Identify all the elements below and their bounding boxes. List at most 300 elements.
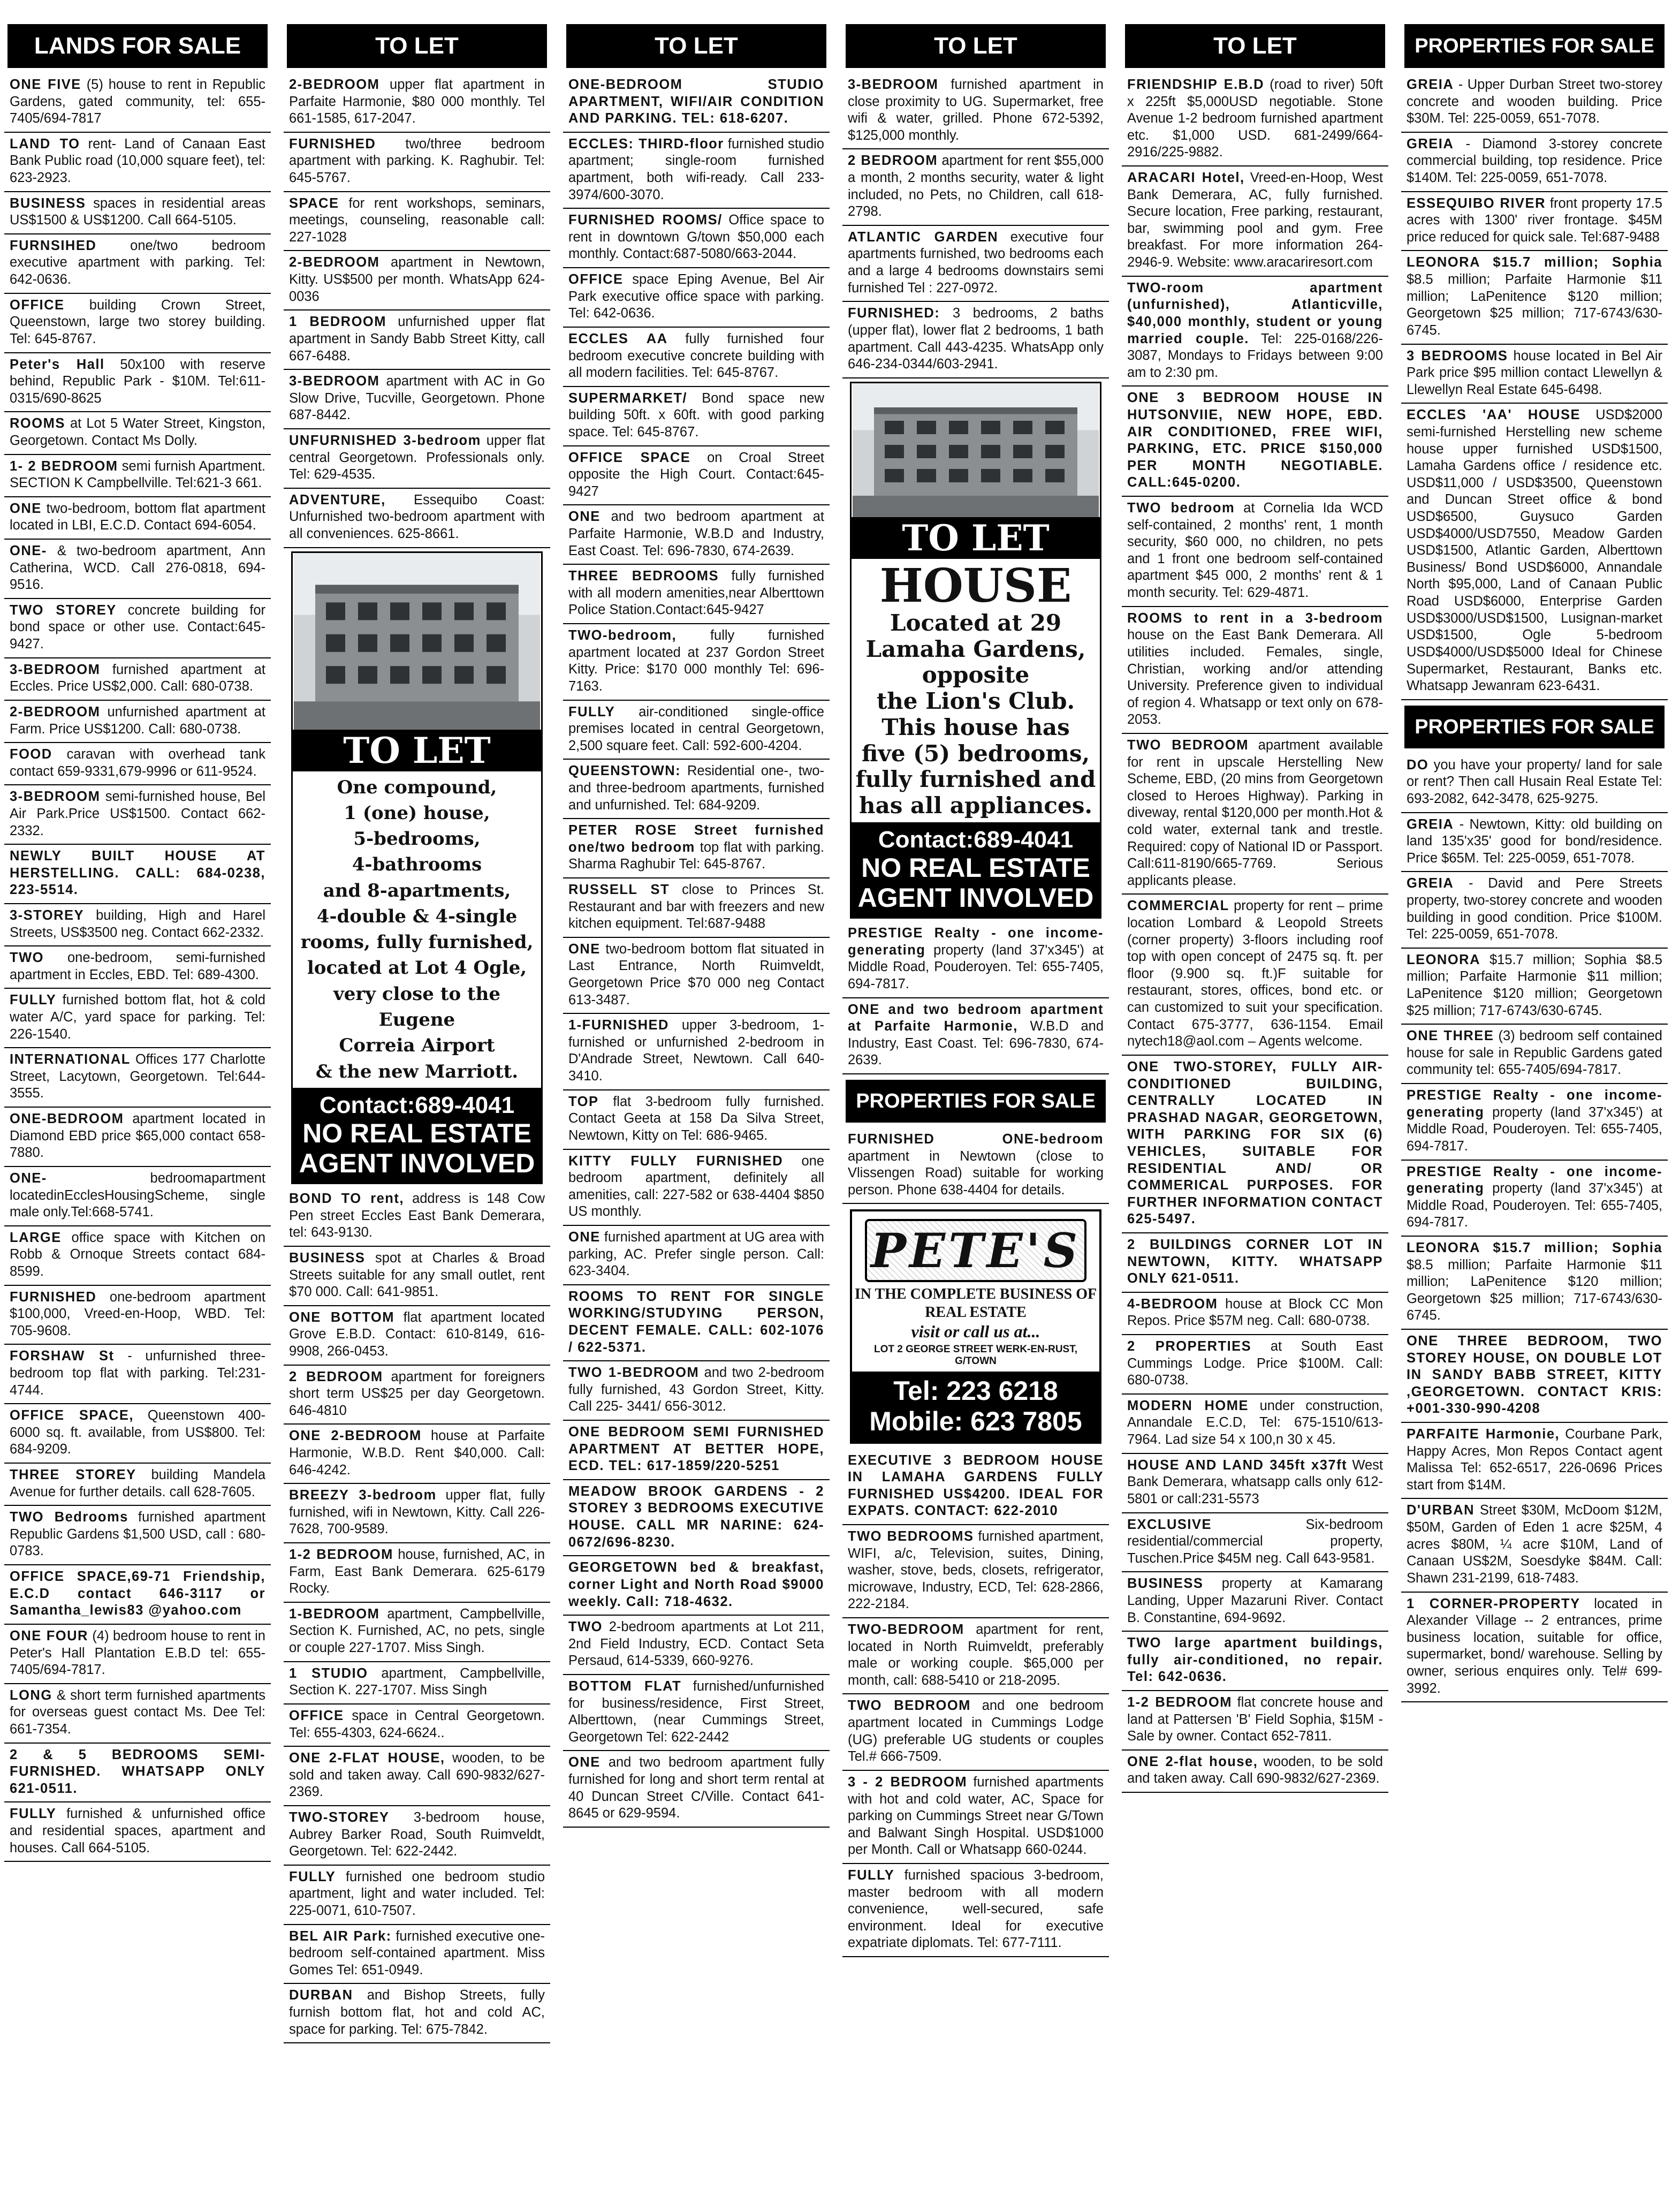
- ad-lead: BREEZY 3-bedroom: [289, 1488, 437, 1503]
- ad-text: at Lot 5 Water Street, Kingston, Georgetown. Contact Ms Dolly.: [10, 416, 265, 448]
- classified-ad: [4, 1226, 271, 1286]
- ad-text: (4) bedroom house to rent in Peter's Hall Plantation E.B.D tel: 655-7405/694-7817.: [10, 1628, 265, 1678]
- ad-text: Offices 177 Charlotte Street, Lacytown, Georgetown. Tel:644-3555.: [10, 1052, 266, 1101]
- classified-ad: [563, 878, 830, 938]
- column-to-let-2: [563, 24, 830, 2203]
- section-header: PROPERTIES FOR SALE: [846, 1080, 1106, 1123]
- ad-lead: OFFICE SPACE: [568, 450, 691, 465]
- ad-text: furnished/unfurnished for business/residence, First Street, Alberttown, (near Cummings Street, Georgetown Tel: 622-2442: [568, 1678, 824, 1745]
- ad-lead: ONE BOTTOM: [289, 1309, 394, 1325]
- ad-lead: FURNISHED ROOMS/: [568, 213, 723, 228]
- ad-lead: Peter's Hall: [10, 357, 105, 372]
- ad-text: furnished spacious 3-bedroom, master bedroom with all modern convenience, well-secured, safe environment. Ideal for executive expatriate diplomats. Tel: 677-7111.: [848, 1867, 1104, 1951]
- ad-lead: TWO-bedroom,: [568, 628, 677, 643]
- ad-lead: BOTTOM FLAT: [568, 1678, 682, 1694]
- ad-text: furnished one bedroom studio apartment, light and water included. Tel: 225-0071, 610-7507.: [289, 1869, 545, 1919]
- ad-lead: 2-BEDROOM: [10, 704, 101, 719]
- classified-ad: [284, 1925, 550, 1984]
- classified-ad: [842, 1128, 1109, 1204]
- ad-lead: 1- 2 BEDROOM: [10, 458, 118, 474]
- classified-ad: [563, 133, 830, 209]
- classified-ad: [4, 1506, 271, 1565]
- display-ad-line: 5-bedrooms,: [353, 828, 481, 850]
- ad-text: Essequibo Coast: Unfurnished two-bedroom apartment with all conveniences. 625-8661.: [289, 492, 545, 542]
- ad-text: & two-bedroom apartment, Ann Catherina, WCD. Call 276-0818, 694-9516.: [10, 543, 265, 593]
- ad-lead: ONE FOUR: [10, 1628, 88, 1643]
- classified-ad: [1401, 1025, 1668, 1084]
- ad-lead: FULLY: [848, 1867, 895, 1883]
- column-header: TO LET: [566, 24, 826, 68]
- ad-lead: FRIENDSHIP E.B.D: [1127, 77, 1265, 92]
- ad-lead: ATLANTIC GARDEN: [848, 229, 999, 245]
- ad-lead: BOND TO rent,: [289, 1191, 404, 1207]
- ad-lead: ECCLES AA: [568, 331, 668, 346]
- building-photo: [293, 553, 541, 730]
- ad-lead: OFFICE: [289, 1708, 344, 1723]
- ad-text: space Eping Avenue, Bel Air Park executive office space with parking. Tel: 642-0636.: [568, 272, 825, 321]
- display-ad-title: TO LET: [852, 517, 1100, 559]
- classified-ad: [563, 328, 830, 387]
- ad-text: apartment, Campbellville, Section K. Furnished, AC, no pets, single or couple 227-1707. Miss Singh.: [289, 1606, 545, 1656]
- ad-text: unfurnished apartment at Farm. Price US$1200. Call: 680-0738.: [10, 704, 265, 737]
- ad-lead: FURNSIHED: [10, 238, 97, 253]
- building-photo: [852, 383, 1100, 517]
- display-ad-line: the Lion's Club.: [876, 688, 1075, 715]
- display-ad-line: fully furnished and: [855, 766, 1096, 793]
- classified-ad: [284, 133, 550, 192]
- ad-lead: GREIA: [1407, 77, 1454, 92]
- column-header: PROPERTIES FOR SALE: [1404, 24, 1665, 68]
- ad-lead: ONE 2-BEDROOM: [289, 1428, 422, 1444]
- ad-lead: ONE: [568, 1229, 601, 1245]
- display-ad-line: opposite: [922, 662, 1030, 688]
- ad-lead: TWO large apartment buildings, fully air-conditioned, no repair. Tel: 642-0636.: [1127, 1635, 1383, 1685]
- ad-lead: 3-BEDROOM: [10, 662, 101, 677]
- classified-ad: [284, 1484, 550, 1543]
- display-ad-line: & the new Marriott.: [315, 1060, 519, 1082]
- classified-ad: [1401, 754, 1668, 813]
- display-ad-line: rooms, fully furnished,: [300, 931, 534, 953]
- ad-lead: ONE BEDROOM SEMI FURNISHED APARTMENT AT BETTER HOPE, ECD. TEL: 617-1859/220-5251: [568, 1425, 824, 1474]
- ad-lead: FULLY: [289, 1869, 336, 1884]
- classified-ad: [563, 565, 830, 624]
- classified-ad: [1401, 1237, 1668, 1330]
- ad-text: property at Kamarang Landing, Upper Mazaruni River. Contact B. Constantine, 694-9692.: [1127, 1576, 1383, 1625]
- ad-lead: LEONORA $15.7 million; Sophia: [1407, 1240, 1662, 1255]
- ad-text: top flat with parking. Sharma Raghubir Tel: 645-8767.: [568, 839, 825, 872]
- column-header: TO LET: [846, 24, 1106, 68]
- display-ad-line: located at Lot 4 Ogle,: [307, 957, 527, 979]
- ad-lead: 2-BEDROOM: [289, 77, 380, 92]
- ad-lead: TWO-BEDROOM: [848, 1622, 964, 1638]
- classified-ad: [4, 133, 271, 192]
- ad-lead: ONE TWO-STOREY, FULLY AIR-CONDITIONED BUILDING, CENTRALLY LOCATED IN PRASHAD NAGAR, GEORGETOWN, WITH PARKING FOR SIX (6) VEHICLES, SUITABLE FOR RESIDENTIAL AND/ OR COMMERICAL PURPOSES. FOR FURTHER INFORMATION CONTACT 625-5497.: [1127, 1059, 1383, 1227]
- ad-text: located in Alexander Village -- 2 entrances, prime business location, suitable for office, supermarket, bond/ warehouse. Selling by owner, serious enquires only. Tel# 699-3992.: [1407, 1596, 1662, 1696]
- ad-lead: GREIA: [1407, 816, 1454, 832]
- ad-lead: HOUSE AND LAND 345ft x37ft: [1127, 1457, 1348, 1473]
- ad-text: furnished apartment in close proximity to UG. Supermarket, free wifi & water, grilled. Phone 672-5392, $125,000 monthly.: [848, 77, 1104, 143]
- ad-lead: FULLY: [568, 704, 615, 719]
- classified-ad: [4, 455, 271, 497]
- display-ad-line: five (5) bedrooms,: [861, 740, 1090, 767]
- ad-lead: TWO 1-BEDROOM: [568, 1365, 700, 1381]
- ad-lead: COMMERCIAL: [1127, 898, 1229, 914]
- ad-lead: FURNISHED ONE-bedroom: [848, 1131, 1104, 1147]
- ad-text: West Bank Demerara, whatsapp calls only 612-5801 or call:231-5573: [1127, 1457, 1384, 1506]
- classified-ad: [1122, 1056, 1388, 1233]
- ad-lead: 3-STOREY: [10, 907, 85, 923]
- ad-lead: TWO bedroom: [1127, 501, 1235, 516]
- ad-lead: NEWLY BUILT HOUSE AT HERSTELLING. CALL: 684-0238, 223-5514.: [10, 849, 265, 898]
- ad-text: Residential one-, two- and three-bedroom apartments, furnished and unfurnished. Tel: 684-9209.: [568, 763, 824, 813]
- ad-lead: FURNISHED: [10, 1289, 97, 1305]
- ad-lead: ONE-: [10, 543, 47, 559]
- logo-tel: Tel: 223 6218: [893, 1375, 1058, 1406]
- display-ad-headline: HOUSE: [879, 558, 1072, 613]
- ad-lead: FOOD: [10, 747, 52, 762]
- classified-ad: [563, 387, 830, 446]
- ad-text: property (land 37'x345') at Middle Road, Pouderoyen. Tel: 655-7405, 694-7817.: [1407, 1104, 1662, 1154]
- classified-ad: [284, 429, 550, 489]
- ad-text: house at Block CC Mon Repos. Price $57M neg. Call: 680-0738.: [1127, 1296, 1383, 1329]
- ad-lead: 1 STUDIO: [289, 1665, 368, 1681]
- classified-ad: [1401, 872, 1668, 948]
- ad-text: Six-bedroom residential/commercial property, Tuschen.Price $45M neg. Call 643-9581.: [1127, 1517, 1383, 1566]
- ad-text: and Bishop Streets, fully furnish bottom flat, hot and cold AC, space for parking. Tel: 675-7842.: [289, 1988, 545, 2037]
- ad-text: Queenstown 400-6000 sq. ft. available, from US$800. Tel: 684-9209.: [10, 1408, 265, 1457]
- ad-lead: ONE-: [10, 1170, 47, 1186]
- ad-lead: BUSINESS: [1127, 1576, 1204, 1592]
- classified-ad: [4, 946, 271, 989]
- ad-text: apartment for rent $55,000 a month, 2 months security, water & light included, no Pets, no Children, call 618-2798.: [848, 153, 1104, 219]
- classified-ad: [1122, 895, 1388, 1055]
- ad-text: property (land 37'x345') at Middle Road, Pouderoyen. Tel: 655-7405, 694-7817.: [1407, 1181, 1662, 1230]
- ad-lead: 1 BEDROOM: [289, 314, 387, 330]
- ad-lead: ROOMS to rent in a 3-bedroom: [1127, 610, 1383, 626]
- ad-lead: INTERNATIONAL: [10, 1052, 131, 1067]
- ad-text: flat concrete house and land at Pattersen 'B' Field Sophia, $15M - Sale by owner. Contact 652-7811.: [1127, 1695, 1383, 1744]
- ad-lead: FULLY: [10, 993, 57, 1008]
- ad-lead: BEL AIR Park:: [289, 1928, 392, 1944]
- classified-ad: [4, 1048, 271, 1108]
- ad-lead: ECCLES: THIRD-floor: [568, 136, 724, 151]
- ad-lead: LEONORA: [1407, 952, 1480, 967]
- classified-ad: [563, 505, 830, 565]
- classified-ad: [1122, 1691, 1388, 1751]
- ad-text: and two 2-bedroom fully furnished, 43 Gordon Street, Kitty. Call 225- 3441/ 656-3012.: [568, 1365, 824, 1414]
- classified-ad: [4, 1286, 271, 1345]
- classified-ad: [4, 1802, 271, 1862]
- display-ad-line: and 8-apartments,: [323, 880, 511, 902]
- ad-text: furnished apartment at Eccles. Price US$2,000. Call: 680-0738.: [10, 662, 265, 694]
- logo-tagline: IN THE COMPLETE BUSINESS OF REAL ESTATE: [854, 1286, 1097, 1321]
- ad-text: (5) house to rent in Republic Gardens, gated community, tel: 655-7405/694-7817: [10, 77, 265, 126]
- ad-lead: OFFICE: [10, 297, 65, 313]
- ad-lead: FORSHAW St: [10, 1349, 115, 1364]
- display-ad-contact: [293, 1088, 541, 1183]
- ad-text: property (land 37'x345') at Middle Road, Pouderoyen. Tel: 655-7405, 694-7817.: [848, 942, 1104, 991]
- ad-text: furnished apartment Republic Gardens $1,500 USD, call : 680-0783.: [10, 1510, 265, 1559]
- ad-text: spaces in residential areas US$1500 & US$1200. Call 664-5105.: [10, 195, 265, 228]
- ad-lead: TWO-room apartment (unfurnished), Atlanticville, $40,000 monthly, student or young married couple.: [1127, 280, 1383, 346]
- ad-lead: FULLY: [10, 1806, 57, 1822]
- classified-ad: [1401, 345, 1668, 404]
- ad-text: Street $30M, McDoom $12M, $50M, Garden of Eden 1 acre $25M, 4 acres $80M, ¼ acre $10M, Land of Canaan US$2M, Soesdyke $84M. Call: Shawn 231-2199, 618-7483.: [1407, 1503, 1663, 1586]
- ad-lead: ONE: [568, 941, 601, 957]
- ad-lead: ONE-BEDROOM: [10, 1111, 124, 1127]
- ad-lead: GREIA: [1407, 876, 1454, 891]
- classified-ad: [563, 1226, 830, 1285]
- ad-text: - David and Pere Streets property, two-storey concrete and wooden building in good condition. Price $100M. Tel: 225-0059, 651-7078.: [1407, 876, 1663, 942]
- ad-text: Vreed-en-Hoop, West Bank Demerara, AC, fully furnished. Secure location, Free parking, restaurant, bar, swimming pool and gym. Free breakfast. For more information 264-2946-9. Website: www.aracariresort.com: [1127, 170, 1384, 270]
- ad-text: (3) bedroom self contained house for sale in Republic Gardens gated community tel: 655-7405/694-7817.: [1407, 1028, 1662, 1078]
- ad-text: two/three bedroom apartment with parking. K. Raghubir. Tel: 645-5767.: [289, 136, 545, 186]
- classified-ad: [284, 1662, 550, 1705]
- classified-ad: [563, 701, 830, 760]
- ad-lead: 3-BEDROOM: [848, 77, 939, 92]
- classified-ad: [284, 73, 550, 133]
- ad-text: Courbane Park, Happy Acres, Mon Repos Contact agent Malissa Tel: 652-6517, 226-0696 Prices start from $14M.: [1407, 1427, 1663, 1493]
- ad-lead: ONE and two bedroom apartment at Parfaite Harmonie,: [848, 1002, 1104, 1034]
- ad-lead: OFFICE SPACE,69-71 Friendship, E.C.D contact 646-3117 or Samantha_lewis83 @yahoo.com: [10, 1569, 265, 1618]
- classified-ad: [563, 209, 830, 268]
- classified-ad: [1122, 277, 1388, 387]
- ad-text: flat 3-bedroom fully furnished. Contact Geeta at 158 Da Silva Street, Newtown, Kitty on Tel: 686-9465.: [568, 1094, 824, 1143]
- ad-lead: 2 & 5 BEDROOMS SEMI-FURNISHED. WHATSAPP ONLY 621-0511.: [10, 1747, 265, 1796]
- ad-lead: TWO BEDROOMS: [848, 1529, 974, 1544]
- ad-text: furnished executive one-bedroom self-contained apartment. Miss Gomes Tel: 651-0949.: [289, 1928, 545, 1978]
- ad-text: at South East Cummings Lodge. Price $100M. Call: 680-0738.: [1127, 1339, 1383, 1388]
- classified-ad: [284, 1543, 550, 1603]
- ad-lead: 4-BEDROOM: [1127, 1296, 1218, 1312]
- classified-ad: [563, 1616, 830, 1675]
- classified-ad: [1401, 1084, 1668, 1160]
- ad-text: apartment in Newtown (close to Vlissengen Road) suitable for working person. Phone 638-4404 for details.: [848, 1148, 1104, 1198]
- classified-ad: [4, 353, 271, 413]
- ad-text: property for rent – prime location Lombard & Leopold Streets (corner property) 3-floors including roof top with open concept of 2475 sq. ft. per floor (9.900 sq. ft.)F suitable for restaurant, stores, offices, bond etc. or can customized to suit your specification. Contact 675-3777, 636-1154. Email nytech18@aol.com – Agents welcome.: [1127, 898, 1383, 1049]
- classified-ad: [1122, 166, 1388, 277]
- classified-ad: [563, 268, 830, 328]
- classified-ad: [1122, 1454, 1388, 1513]
- ad-lead: 2-BEDROOM: [289, 255, 380, 270]
- ad-lead: TWO-STOREY: [289, 1809, 390, 1825]
- classified-ad: [563, 446, 830, 506]
- ad-text: on Croal Street opposite the High Court. Contact:645-9427: [568, 450, 824, 499]
- classified-ad: [284, 1705, 550, 1747]
- classified-ad: [1122, 1751, 1388, 1793]
- display-ad-line: Lamaha Gardens,: [865, 635, 1086, 662]
- ad-lead: 2 BUILDINGS CORNER LOT IN NEWTOWN, KITTY. WHATSAPP ONLY 621-0511.: [1127, 1237, 1383, 1286]
- classified-ad: [563, 1421, 830, 1480]
- ad-text: - Upper Durban Street two-storey concrete and wooden building. Price $30M. Tel: 225-0059, 651-7078.: [1407, 77, 1662, 126]
- classified-ad: [4, 497, 271, 540]
- display-ad-contact: [852, 822, 1100, 917]
- classified-ad: [563, 938, 830, 1014]
- classified-ad: [1401, 192, 1668, 252]
- no-agent-note: NO REAL ESTATE AGENT INVOLVED: [857, 853, 1094, 913]
- classified-ad: [563, 73, 830, 133]
- ad-lead: PETER ROSE Street furnished one/two bedroom: [568, 823, 824, 855]
- ad-text: furnished apartment at UG area with parking, AC. Prefer single person. Call: 623-3404.: [568, 1229, 824, 1279]
- classified-ad: [1122, 1572, 1388, 1632]
- to-let-display-ad: [291, 551, 543, 1184]
- ad-lead: ONE FIVE: [10, 77, 81, 92]
- classified-ad: [284, 1187, 550, 1247]
- ad-lead: LAND TO: [10, 136, 80, 151]
- ad-text: wooden, to be sold and taken away. Call 690-9832/627-2369.: [289, 1751, 545, 1800]
- classified-ad: [1122, 1513, 1388, 1573]
- ad-text: under construction, Annandale E.C.D, Tel: 675-1510/613-7964. Lad size 54 x 100,n 30 x 45.: [1127, 1398, 1383, 1448]
- classified-ad: [284, 310, 550, 370]
- ad-lead: 1-2 BEDROOM: [289, 1547, 393, 1563]
- ad-lead: GEORGETOWN bed & breakfast, corner Light and North Road $9000 weekly. Call: 718-4632.: [568, 1560, 824, 1609]
- classified-ad: [563, 1014, 830, 1090]
- display-ad-line: has all appliances.: [859, 792, 1092, 819]
- ad-text: 50x100 with reserve behind, Republic Park - $10M. Tel:611-0315/690-8625: [10, 357, 265, 406]
- ad-lead: ONE 2-FLAT HOUSE,: [289, 1751, 445, 1766]
- ad-lead: ONE 2-flat house,: [1127, 1754, 1258, 1769]
- classified-ad: [1401, 813, 1668, 873]
- ad-lead: PRESTIGE Realty - one income-generating: [1407, 1088, 1662, 1120]
- ad-text: & short term furnished apartments for overseas guest contact Ms. Dee Tel: 661-7354.: [10, 1687, 265, 1737]
- column-header: LANDS FOR SALE: [7, 24, 268, 68]
- ad-lead: SPACE: [289, 195, 339, 211]
- ad-lead: TWO BEDROOM: [1127, 737, 1249, 753]
- ad-text: furnished apartments with hot and cold water, AC, Space for parking on Cummings Street near G/Town and Balwant Singh Hospital. USD$1000 per Month. Call or Whatsapp 660-0244.: [848, 1774, 1104, 1858]
- classified-ad: [842, 1771, 1109, 1864]
- column-to-let-1: [284, 24, 550, 2203]
- ad-text: two-bedroom, bottom flat apartment located in LBI, E.C.D. Contact 694-6054.: [10, 501, 265, 533]
- classified-ad: [1401, 1423, 1668, 1499]
- display-ad-line: Correia Airport: [339, 1035, 495, 1057]
- classified-ad: [563, 1090, 830, 1150]
- ad-text: upper flat apartment in Parfaite Harmonie, $80 000 monthly. Tel 661-1585, 617-2047.: [289, 77, 545, 126]
- column-to-let-4: [1122, 24, 1388, 2203]
- ad-text: upper flat, fully furnished, wifi in Newtown, Kitty. Call 226-7628, 700-9589.: [289, 1488, 545, 1537]
- ad-text: (road to river) 50ft x 225ft $5,000USD negotiable. Stone Avenue 1-2 bedroom furnished apartment etc. $1,000 USD. 681-2499/664-2916/225-9882.: [1127, 77, 1383, 160]
- classified-ad: [4, 1108, 271, 1167]
- ad-text: air-conditioned single-office premises located in central Georgetown, 2,500 square feet. Call: 592-600-4204.: [568, 704, 824, 753]
- classified-ad: [563, 819, 830, 878]
- ad-lead: 3 BEDROOMS: [1407, 348, 1508, 363]
- ad-text: at Cornelia Ida WCD self-contained, 2 months' rent, 1 month security, $60 000, no children, no pets and 1 front one bedroom self-contained apartment $45 000, 2 months' rent & 1 month security. Tel: 629-4871.: [1127, 501, 1383, 601]
- classified-ad: [1122, 1395, 1388, 1454]
- classified-ad: [563, 1675, 830, 1751]
- classified-ad: [1122, 1335, 1388, 1395]
- classified-ad: [4, 540, 271, 599]
- ad-text: semi furnish Apartment. SECTION K Campbellville. Tel:621-3 661.: [10, 458, 265, 491]
- ad-text: 3-bedroom house, Aubrey Barker Road, South Ruimveldt, Georgetown. Tel: 622-2442.: [289, 1809, 545, 1859]
- ad-lead: ONE: [10, 501, 42, 516]
- ad-lead: THREE BEDROOMS: [568, 569, 719, 584]
- classified-ad: [4, 1167, 271, 1226]
- classified-ad: [4, 1625, 271, 1684]
- ad-text: - unfurnished three-bedroom top flat with parking. Tel:231-4744.: [10, 1349, 265, 1398]
- classified-ad: [1401, 1161, 1668, 1237]
- ad-text: fully furnished four bedroom executive concrete building with all modern facilities. Tel: 645-8767.: [568, 331, 824, 381]
- classified-ad: [842, 922, 1109, 998]
- classified-ad: [4, 743, 271, 785]
- ad-text: house, furnished, AC, in Farm, East Bank Demerara. 625-6179 Rocky.: [289, 1547, 545, 1596]
- ad-text: one-bedroom apartment $100,000, Vreed-en-Hoop, WBD. Tel: 705-9608.: [10, 1289, 265, 1338]
- ad-text: furnished & unfurnished office and residential spaces, apartment and houses. Call 664-5105.: [10, 1806, 265, 1855]
- ad-lead: UNFURNISHED 3-bedroom: [289, 433, 481, 448]
- no-agent-note: NO REAL ESTATE AGENT INVOLVED: [299, 1118, 535, 1179]
- ad-text: $8.5 million; Parfaite Harmonie $11 million; LaPenitence $120 million; Georgetown $25 million; 717-6743/630-6745.: [1407, 1257, 1662, 1323]
- ad-text: bedroomapartment locatedinEcclesHousingScheme, single male only.Tel:668-5741.: [10, 1170, 265, 1220]
- ad-text: two-bedroom bottom flat situated in Last Entrance, North Ruimveldt, Georgetown Price $70 000 neg Contact 613-3487.: [568, 941, 824, 1007]
- ad-text: fully furnished with all modern amenities,near Alberttown Police Station.Contact:645-9427: [568, 569, 824, 618]
- classified-ad: [4, 1684, 271, 1744]
- ad-text: building Crown Street, Queenstown, large two storey building. Tel: 645-8767.: [10, 297, 265, 346]
- classified-ad: [4, 989, 271, 1048]
- classified-ad: [1122, 387, 1388, 497]
- classified-ad: [842, 1449, 1109, 1525]
- ad-text: front property 17.5 acres with 1300' river frontage. $45M price reduced for quick sale. Tel:687-9488: [1407, 195, 1662, 245]
- ad-text: apartment, Campbellville, Section K. 227-1707. Miss Singh: [289, 1665, 545, 1698]
- classified-ad: [842, 149, 1109, 225]
- ad-text: upper flat central Georgetown. Professionals only. Tel: 629-4535.: [289, 433, 545, 482]
- classified-ad: [4, 845, 271, 904]
- ad-lead: SUPERMARKET/: [568, 390, 688, 406]
- classified-ad: [842, 1694, 1109, 1770]
- ad-lead: QUEENSTOWN:: [568, 763, 681, 779]
- ad-text: and two bedroom apartment at Parfaite Harmonie, W.B.D and Industry, East Coast. Tel: 696-7830, 674-2639.: [568, 509, 824, 558]
- ad-lead: MODERN HOME: [1127, 1398, 1249, 1413]
- ad-text: rent- Land of Canaan East Bank Public road (10,000 square feet), tel: 623-2923.: [10, 136, 265, 186]
- ad-lead: DO: [1407, 757, 1429, 772]
- classified-ad: [1401, 1330, 1668, 1423]
- ad-lead: 3 - 2 BEDROOM: [848, 1774, 968, 1790]
- classified-ad: [1122, 1293, 1388, 1335]
- classified-ad: [284, 1806, 550, 1866]
- ad-lead: EXECUTIVE 3 BEDROOM HOUSE IN LAMAHA GARDENS FULLY FURNISHED US$4200. IDEAL FOR EXPATS. CONTACT: 622-2010: [848, 1452, 1104, 1519]
- ad-lead: 1-2 BEDROOM: [1127, 1695, 1233, 1710]
- ad-text: apartment for rent, located in North Ruimveldt, preferably male or working couple. $65,000 per month, call: 688-5410 or 218-2095.: [848, 1622, 1104, 1688]
- ad-lead: ESSEQUIBO RIVER: [1407, 195, 1546, 211]
- ad-lead: DURBAN: [289, 1988, 353, 2003]
- display-ad-line: Located at 29: [890, 610, 1062, 637]
- ad-text: one/two bedroom executive apartment with parking. Tel: 642-0636.: [10, 238, 265, 287]
- classified-ad: [284, 1984, 550, 2043]
- classified-ad: [1401, 251, 1668, 344]
- classified-ad: [4, 658, 271, 701]
- classified-ad: [284, 370, 550, 429]
- display-ad-line: This house has: [881, 714, 1070, 740]
- display-ad-body: [293, 771, 541, 1088]
- classified-ad: [4, 701, 271, 743]
- classified-ad: [4, 1345, 271, 1404]
- classified-ad: [4, 1565, 271, 1625]
- ad-lead: PRESTIGE Realty - one income-generating: [848, 926, 1104, 958]
- column-lands-for-sale: [4, 24, 271, 2203]
- classified-ad: [284, 192, 550, 252]
- ad-text: Office space to rent in downtown G/town $50,000 each monthly. Contact:687-5080/663-2044.: [568, 213, 824, 262]
- classified-ad: [563, 1361, 830, 1421]
- ad-lead: THREE STOREY: [10, 1467, 136, 1483]
- ad-lead: 1 CORNER-PROPERTY: [1407, 1596, 1580, 1611]
- classified-ad: [1122, 734, 1388, 895]
- classified-ad: [563, 1751, 830, 1827]
- ad-text: - Newtown, Kitty: old building on land 135'x35' good for bond/residence. Price $65M. Tel: 225-0059, 651-7078.: [1407, 816, 1662, 866]
- classified-ad: [563, 760, 830, 819]
- ad-text: unfurnished upper flat apartment in Sandy Babb Street Kitty, call 667-6488.: [289, 314, 545, 363]
- ad-text: building Mandela Avenue for further details. call 628-7605.: [10, 1467, 266, 1499]
- ad-lead: ADVENTURE,: [289, 492, 386, 507]
- ad-text: Bond space new building 50ft. x 60ft. with good parking space. Tel: 645-8767.: [568, 390, 824, 440]
- ad-text: caravan with overhead tank contact 659-9331,679-9996 or 611-9524.: [10, 747, 265, 779]
- ad-lead: LARGE: [10, 1230, 62, 1245]
